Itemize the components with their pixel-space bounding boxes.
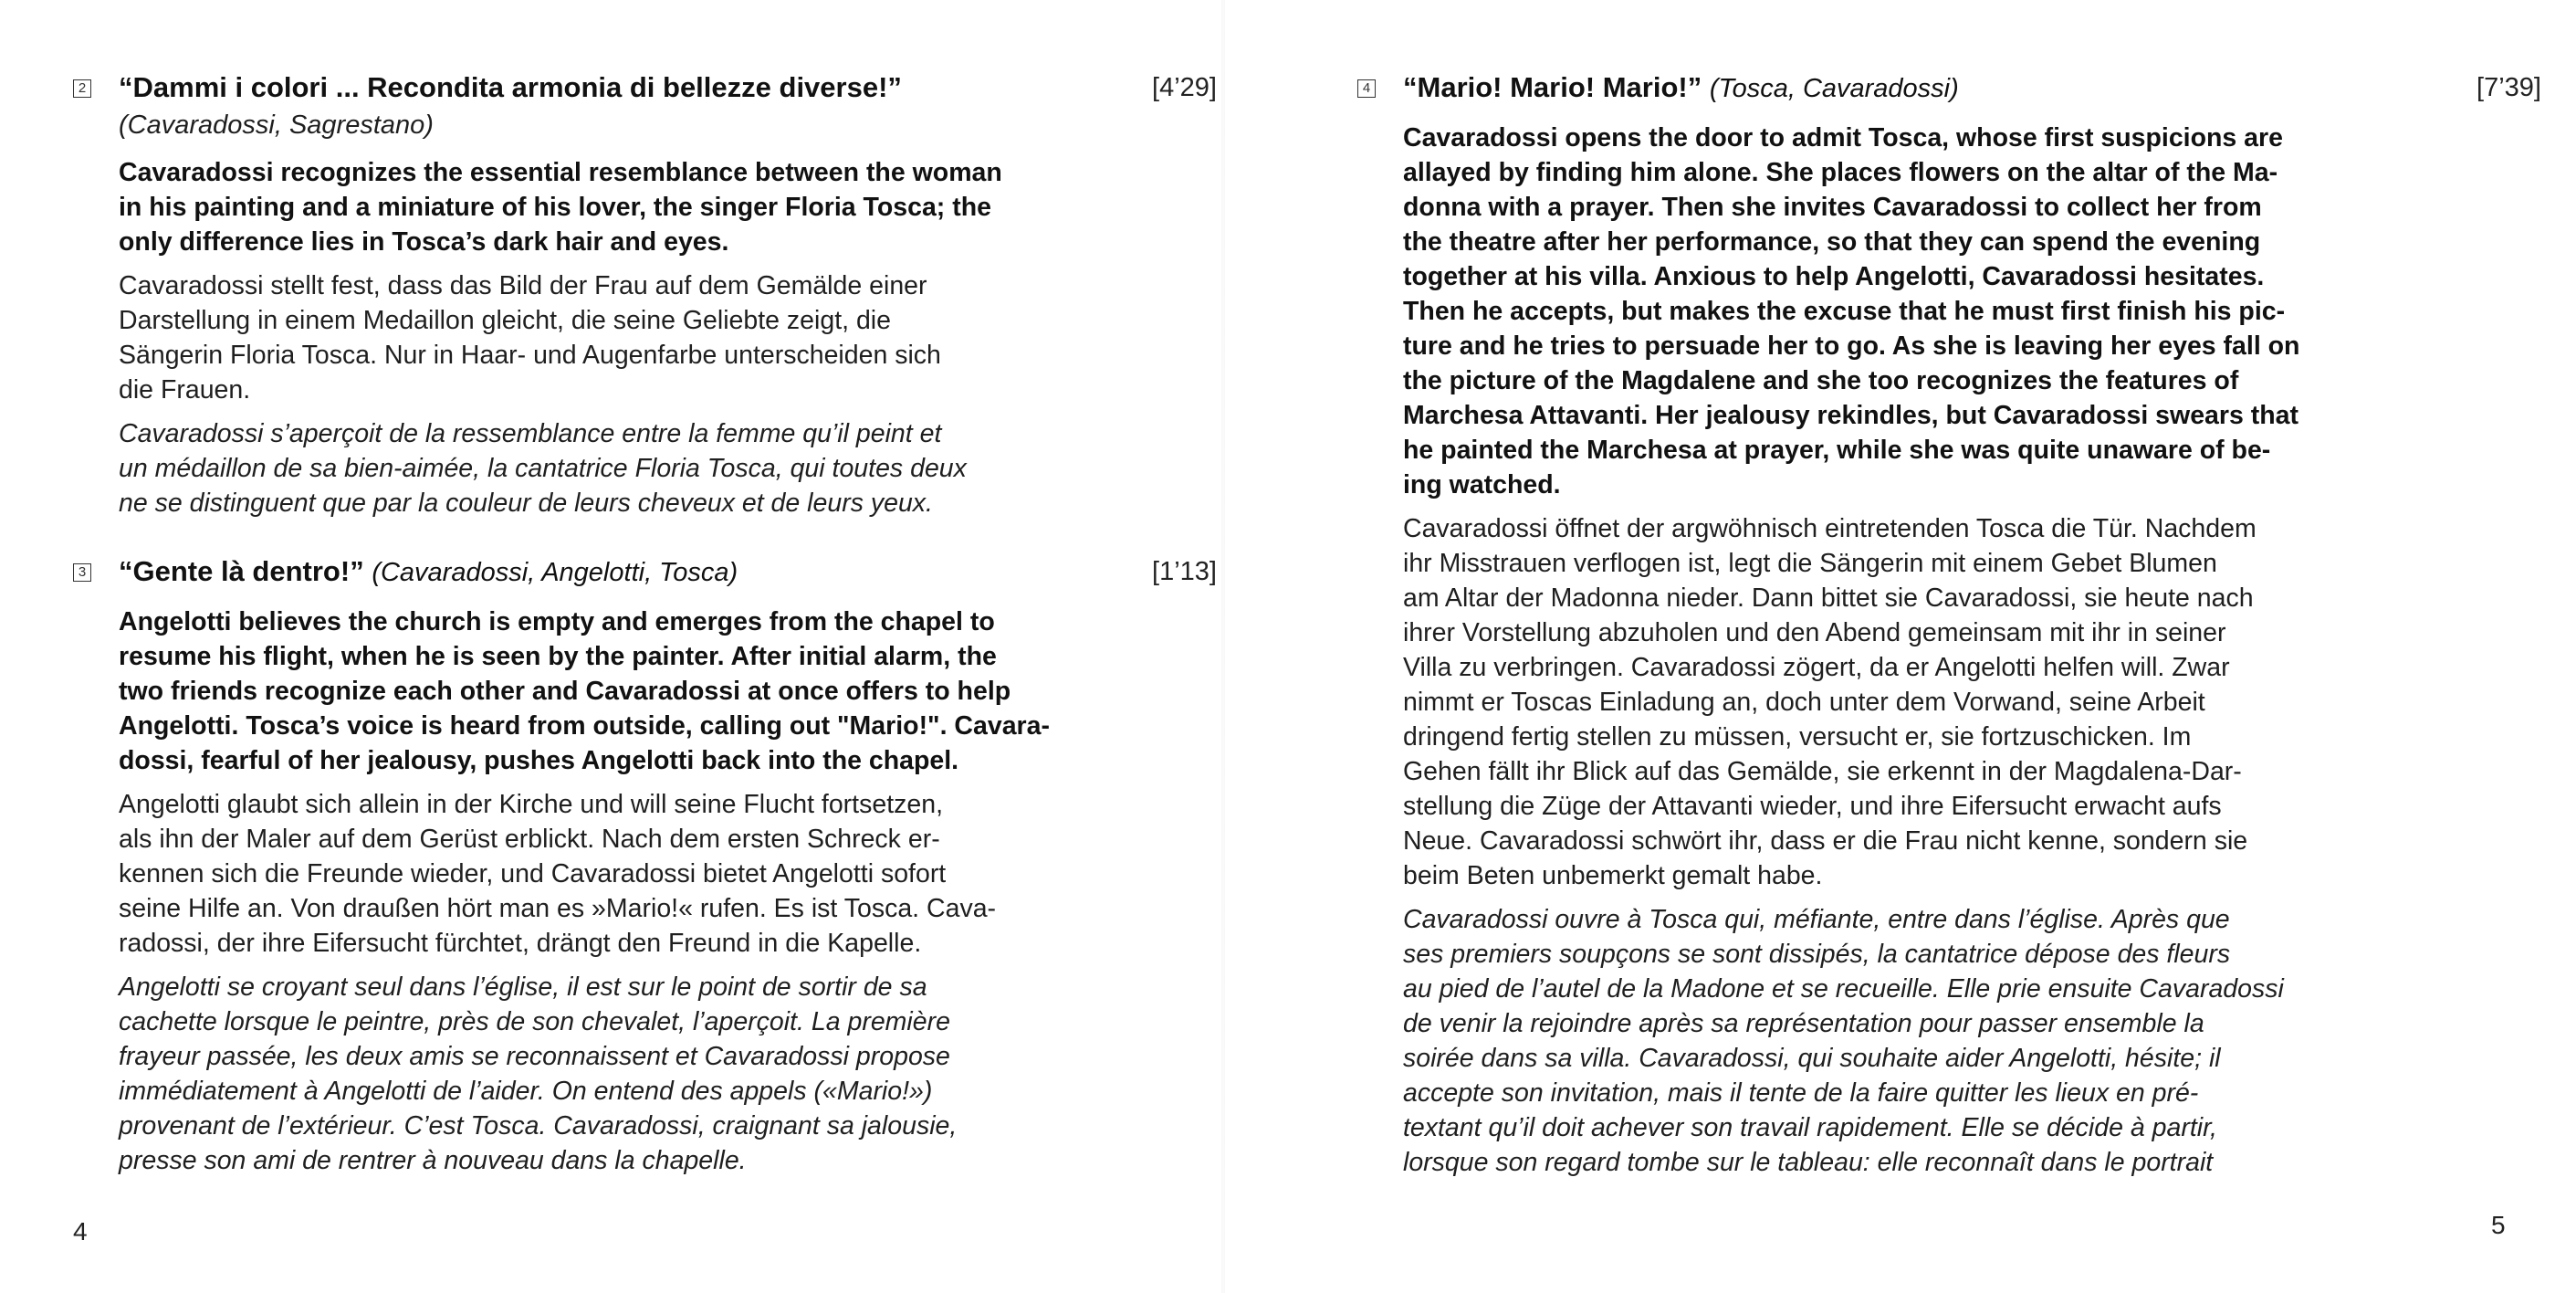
text-line: ing watched. — [1403, 470, 1561, 499]
german-synopsis — [1403, 511, 2541, 893]
text-line: ture and he tries to persuade her to go. As she is leaving her eyes fall on — [1403, 331, 2300, 361]
track-2-header — [73, 71, 1217, 111]
text-line: au pied de l’autel de la Madone et se recueille. Elle prie ensuite Cavaradossi — [1403, 974, 2284, 1004]
german-synopsis — [119, 787, 1217, 961]
track-4 — [1357, 71, 2541, 1180]
track-4-header — [1357, 71, 2541, 111]
text-line: Sängerin Floria Tosca. Nur in Haar- und Augenfarbe unterscheiden sich — [119, 341, 941, 370]
track-title: “Mario! Mario! Mario!” — [1403, 71, 1702, 103]
text-line: Cavaradossi opens the door to admit Tosca, whose first suspicions are — [1403, 123, 2283, 152]
text-line: resume his flight, when he is seen by the painter. After initial alarm, the — [119, 642, 997, 671]
text-line: Cavaradossi öffnet der argwöhnisch eintretenden Tosca die Tür. Nachdem — [1403, 514, 2257, 543]
text-line: die Frauen. — [119, 375, 251, 405]
text-line: am Altar der Madonna nieder. Dann bittet sie Cavaradossi, sie heute nach — [1403, 583, 2254, 613]
left-page — [0, 0, 1223, 1293]
track-title: “Dammi i colori ... Recondita armonia di bellezze diverse!” — [119, 71, 902, 103]
english-synopsis — [119, 155, 1217, 259]
text-line: the theatre after her performance, so that they can spend the evening — [1403, 227, 2261, 257]
text-line: Villa zu verbringen. Cavaradossi zögert, da er Angelotti helfen will. Zwar — [1403, 653, 2230, 682]
track-number-box: 2 — [73, 79, 91, 98]
french-synopsis — [1403, 902, 2541, 1180]
track-number-box: 4 — [1357, 79, 1376, 98]
text-line: provenant de l’extérieur. C’est Tosca. Cavaradossi, craignant sa jalousie, — [119, 1111, 958, 1141]
text-line: radossi, der ihre Eifersucht fürchtet, drängt den Freund in die Kapelle. — [119, 929, 922, 958]
text-line: ihr Misstrauen verflogen ist, legt die Sängerin mit einem Gebet Blumen — [1403, 549, 2217, 578]
text-line: ihrer Vorstellung abzuholen und den Abend gemeinsam mit ihr in seiner — [1403, 618, 2226, 647]
english-synopsis — [119, 604, 1217, 778]
text-line: only difference lies in Tosca’s dark hair and eyes. — [119, 227, 729, 257]
track-duration: [4’29] — [1152, 73, 1217, 102]
track-duration: [7’39] — [2477, 73, 2541, 102]
text-line: ses premiers soupçons se sont dissipés, la cantatrice dépose des fleurs — [1403, 940, 2231, 969]
text-line: un médaillon de sa bien-aimée, la cantatrice Floria Tosca, qui toutes deux — [119, 454, 967, 483]
text-line: stellung die Züge der Attavanti wieder, und ihre Eifersucht erwacht aufs — [1403, 792, 2222, 821]
text-line: donna with a prayer. Then she invites Cavaradossi to collect her from — [1403, 193, 2262, 222]
german-synopsis — [119, 268, 1217, 407]
french-synopsis — [119, 416, 1217, 520]
text-line: Angelotti glaubt sich allein in der Kirche und will seine Flucht fortsetzen, — [119, 790, 943, 819]
track-cast: (Tosca, Cavaradossi) — [1709, 74, 1959, 103]
text-line: Cavaradossi ouvre à Tosca qui, méfiante, entre dans l’église. Après que — [1403, 905, 2230, 934]
text-line: the picture of the Magdalene and she too recognizes the features of — [1403, 366, 2239, 395]
text-line: Cavaradossi s’aperçoit de la ressemblance entre la femme qu’il peint et — [119, 419, 942, 448]
text-line: together at his villa. Anxious to help Angelotti, Cavaradossi hesitates. — [1403, 262, 2265, 291]
text-line: cachette lorsque le peintre, près de son chevalet, l’aperçoit. La première — [119, 1007, 950, 1036]
text-line: Angelotti believes the church is empty and emerges from the chapel to — [119, 607, 995, 636]
text-line: Darstellung in einem Medaillon gleicht, die seine Geliebte zeigt, die — [119, 306, 891, 335]
text-line: Gehen fällt ihr Blick auf das Gemälde, sie erkennt in der Magdalena-Dar- — [1403, 757, 2242, 786]
text-line: nimmt er Toscas Einladung an, doch unter dem Vorwand, seine Arbeit — [1403, 688, 2205, 717]
text-line: Marchesa Attavanti. Her jealousy rekindles, but Cavaradossi swears that — [1403, 401, 2299, 430]
text-line: Then he accepts, but makes the excuse that he must first finish his pic- — [1403, 297, 2286, 326]
text-line: kennen sich die Freunde wieder, und Cavaradossi bietet Angelotti sofort — [119, 859, 947, 888]
text-line: Angelotti. Tosca’s voice is heard from outside, calling out "Mario!". Cavara- — [119, 711, 1050, 741]
text-line: he painted the Marchesa at prayer, while she was quite unaware of be- — [1403, 436, 2271, 465]
page-number: 4 — [73, 1217, 88, 1246]
text-line: dringend fertig stellen zu müssen, versucht er, sie fortzuschicken. Im — [1403, 722, 2192, 752]
text-line: presse son ami de rentrer à nouveau dans la chapelle. — [119, 1146, 747, 1175]
text-line: two friends recognize each other and Cavaradossi at once offers to help — [119, 677, 1011, 706]
french-synopsis — [119, 970, 1217, 1178]
track-3 — [73, 555, 1217, 1178]
text-line: frayeur passée, les deux amis se reconnaissent et Cavaradossi propose — [119, 1042, 950, 1071]
track-cast: (Cavaradossi, Sagrestano) — [119, 110, 434, 140]
track-title: “Gente là dentro!” — [119, 555, 364, 587]
text-line: soirée dans sa villa. Cavaradossi, qui souhaite aider Angelotti, hésite; il — [1403, 1044, 2221, 1073]
text-line: lorsque son regard tombe sur le tableau: elle reconnaît dans le portrait — [1403, 1148, 2214, 1177]
text-line: Cavaradossi stellt fest, dass das Bild der Frau auf dem Gemälde einer — [119, 271, 927, 300]
track-cast: (Cavaradossi, Angelotti, Tosca) — [372, 558, 738, 587]
track-2 — [73, 71, 1217, 520]
text-line: seine Hilfe an. Von draußen hört man es »Mario!« rufen. Es ist Tosca. Cava- — [119, 894, 997, 923]
english-synopsis — [1403, 121, 2541, 502]
track-number-box: 3 — [73, 563, 91, 582]
text-line: in his painting and a miniature of his lover, the singer Floria Tosca; the — [119, 193, 991, 222]
text-line: immédiatement à Angelotti de l’aider. On entend des appels («Mario!») — [119, 1077, 933, 1106]
track-3-header — [73, 555, 1217, 595]
text-line: dossi, fearful of her jealousy, pushes Angelotti back into the chapel. — [119, 746, 959, 775]
track-duration: [1’13] — [1152, 557, 1217, 586]
text-line: de venir la rejoindre après sa représentation pour passer ensemble la — [1403, 1009, 2204, 1038]
text-line: textant qu’il doit achever son travail rapidement. Elle se décide à partir, — [1403, 1113, 2217, 1142]
track-title-group — [1403, 71, 1959, 104]
right-page — [1225, 0, 2576, 1293]
track-title-group — [119, 555, 738, 588]
text-line: allayed by finding him alone. She places flowers on the altar of the Ma- — [1403, 158, 2278, 187]
text-line: Cavaradossi recognizes the essential resemblance between the woman — [119, 158, 1002, 187]
page-number: 5 — [2491, 1211, 2506, 1239]
text-line: Angelotti se croyant seul dans l’église, il est sur le point de sortir de sa — [119, 972, 927, 1002]
text-line: als ihn der Maler auf dem Gerüst erblickt. Nach dem ersten Schreck er- — [119, 825, 940, 854]
text-line: accepte son invitation, mais il tente de la faire quitter les lieux en pré- — [1403, 1078, 2199, 1108]
text-line: ne se distinguent que par la couleur de leurs cheveux et de leurs yeux. — [119, 489, 933, 518]
text-line: Neue. Cavaradossi schwört ihr, dass er die Frau nicht kenne, sondern sie — [1403, 826, 2248, 856]
text-line: beim Beten unbemerkt gemalt habe. — [1403, 861, 1823, 890]
